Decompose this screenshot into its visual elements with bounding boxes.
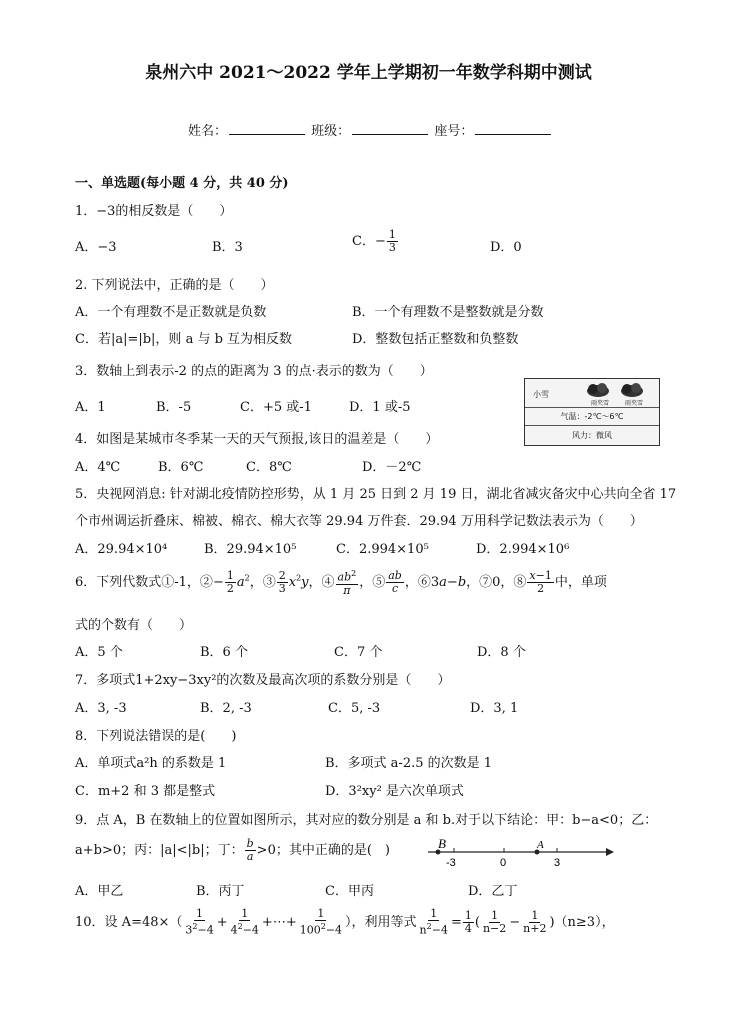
name-label: 姓名： xyxy=(188,124,228,139)
seat-blank xyxy=(475,120,551,135)
q6-option-d: D．8 个 xyxy=(477,645,526,660)
q3-option-c: C．+5 或-1 xyxy=(240,400,312,415)
fraction-denominator: 3 xyxy=(388,241,396,254)
q8-option-d: D．3²xy² 是六次单项式 xyxy=(325,784,464,799)
q3-option-d: D．1 或-5 xyxy=(349,400,411,415)
q9-fraction: $\frac{b}{a}$ xyxy=(246,837,254,863)
q2-option-c: C．若|a|=|b|，则 a 与 b 互为相反数 xyxy=(75,332,293,347)
q2-option-b: B．一个有理数不是整数就是分数 xyxy=(352,305,544,320)
q7-option-d: D．3, 1 xyxy=(470,701,519,716)
name-blank xyxy=(229,120,305,135)
q1-option-a: A．−3 xyxy=(75,240,117,255)
weather-divider xyxy=(525,407,659,408)
q7-option-b: B．2, -3 xyxy=(200,701,252,716)
fraction-numerator: 1 xyxy=(388,228,396,241)
q7-option-c: C．5, -3 xyxy=(328,701,381,716)
point-b-label: B xyxy=(438,838,446,851)
q8-stem: 8．下列说法错误的是( ) xyxy=(75,729,237,744)
q1-option-c xyxy=(352,229,399,254)
q10-condition: （n≥3）， xyxy=(554,914,615,930)
tick-label-zero: 0 xyxy=(500,857,507,869)
q3-option-a: A．1 xyxy=(75,400,106,415)
q9-option-d: D．乙丁 xyxy=(468,884,518,899)
q6-option-b: B．6 个 xyxy=(200,645,248,660)
number-line-figure xyxy=(424,838,619,872)
q2-stem: 2. 下列说法中，正确的是（ ） xyxy=(75,278,274,293)
class-label: 班级： xyxy=(311,124,351,139)
weather-forecast-figure xyxy=(524,378,660,446)
q4-stem: 4．如图是某城市冬季某一天的天气预报,该日的温差是（ ） xyxy=(75,432,439,447)
tick-label-neg3: -3 xyxy=(446,857,456,869)
q6-stem-line1: 6．下列代数式①-1，②− $\frac{1}{2}$ $a^2$，③ $\frac{2}{3}$ $x^2y$，④ $\frac{ab^2}{\pi}$ ，⑤ $\frac{ab}{c}$ ，⑥3a−b，⑦0，⑧ $\frac{x-1}{2}$ 中，单项 xyxy=(75,568,607,597)
q4-option-d: D．－2℃ xyxy=(362,460,422,475)
class-blank xyxy=(352,120,428,135)
student-info-row xyxy=(188,120,553,139)
q4-option-b: B．6℃ xyxy=(158,460,204,475)
q9-line2-suffix: >0；其中正确的是( ) xyxy=(256,843,390,858)
q1-option-c-prefix: C．− xyxy=(352,234,386,249)
q5-stem-line1: 5．央视网消息: 针对湖北疫情防控形势，从 1 月 25 日到 2 月 19 日，湖北省减灾备灾中心共向全省 17 xyxy=(75,487,677,502)
q8-option-a: A．单项式a²h 的系数是 1 xyxy=(75,756,227,771)
section-heading: 一、单选题(每小题 4 分，共 40 分) xyxy=(75,176,289,191)
q10-prefix: 10．设 A=48×（ xyxy=(75,914,183,930)
weather-top-row xyxy=(525,383,659,407)
point-a-label: A xyxy=(537,839,544,851)
q3-option-b: B．-5 xyxy=(156,400,192,415)
q9-stem-line1: 9．点 A，B 在数轴上的位置如图所示，其对应的数分别是 a 和 b.对于以下结论：甲：b−a<0；乙： xyxy=(75,813,658,828)
weather-icon-caption: 雨夹雪 xyxy=(591,400,610,407)
q2-option-a: A．一个有理数不是正数就是负数 xyxy=(75,305,267,320)
q4-option-c: C．8℃ xyxy=(246,460,292,475)
tick-label-pos3: 3 xyxy=(554,857,561,869)
q4-option-a: A．4℃ xyxy=(75,460,121,475)
q2-option-d: D．整数包括正整数和负整数 xyxy=(352,332,519,347)
weather-wind: 风力：微风 xyxy=(572,431,612,440)
weather-temp: 气温：-2℃～6℃ xyxy=(560,412,624,421)
q5-option-a: A．29.94×10⁴ xyxy=(75,542,168,557)
q5-option-d: D．2.994×10⁶ xyxy=(476,542,570,557)
q1-stem: 1．−3的相反数是（ ） xyxy=(75,204,233,219)
q5-option-b: B．29.94×10⁵ xyxy=(204,542,297,557)
q9-option-b: B．丙丁 xyxy=(196,884,245,899)
q8-option-c: C．m+2 和 3 都是整式 xyxy=(75,784,216,799)
q7-option-a: A．3, -3 xyxy=(75,701,127,716)
q7-stem: 7．多项式1+2xy−3xy²的次数及最高次项的系数分别是（ ） xyxy=(75,673,451,688)
q9-option-c: C．甲丙 xyxy=(325,884,374,899)
q10-mid: ），利用等式 xyxy=(345,914,417,930)
q9-stem-line2 xyxy=(75,838,390,863)
weather-label: 小雪 xyxy=(533,390,549,399)
q10-stem: 10．设 A=48×（ $\frac{1}{3^2-4}$ + $\frac{1}{4^2-4}$ +⋯+ $\frac{1}{100^2-4}$ ），利用等式 $\frac{1}{n^2-4}$ = $\frac{1}{4}$ ( $\frac{1}{n-2}$ − $\frac{1}{n+2}$ )（n≥3）， xyxy=(75,907,615,937)
q1-option-c-fraction xyxy=(387,229,398,254)
q1-option-b: B．3 xyxy=(212,240,243,255)
q1-option-d: D．0 xyxy=(490,240,522,255)
q5-stem-line2: 个市州调运折叠床、棉被、棉衣、棉大衣等 29.94 万件套．29.94 万用科学记数法表示为（ ） xyxy=(75,514,643,529)
q8-option-b: B．多项式 a-2.5 的次数是 1 xyxy=(325,756,493,771)
q5-option-c: C．2.994×10⁵ xyxy=(336,542,429,557)
q6-stem-line2: 式的个数有（ ） xyxy=(75,618,193,633)
q9-option-a: A．甲乙 xyxy=(75,884,124,899)
page-title: 泉州六中 2021～2022 学年上学期初一年数学科期中测试 xyxy=(145,63,592,83)
q6-option-c: C．7 个 xyxy=(334,645,383,660)
q6-option-a: A．5 个 xyxy=(75,645,123,660)
seat-label: 座号： xyxy=(434,124,474,139)
weather-divider xyxy=(525,425,659,426)
q3-stem: 3．数轴上到表示-2 的点的距离为 3 的点·表示的数为（ ） xyxy=(75,364,433,379)
weather-icon-caption: 雨夹雪 xyxy=(625,400,644,407)
q9-line2-prefix: a+b>0；丙：|a|<|b|；丁： xyxy=(75,843,244,858)
